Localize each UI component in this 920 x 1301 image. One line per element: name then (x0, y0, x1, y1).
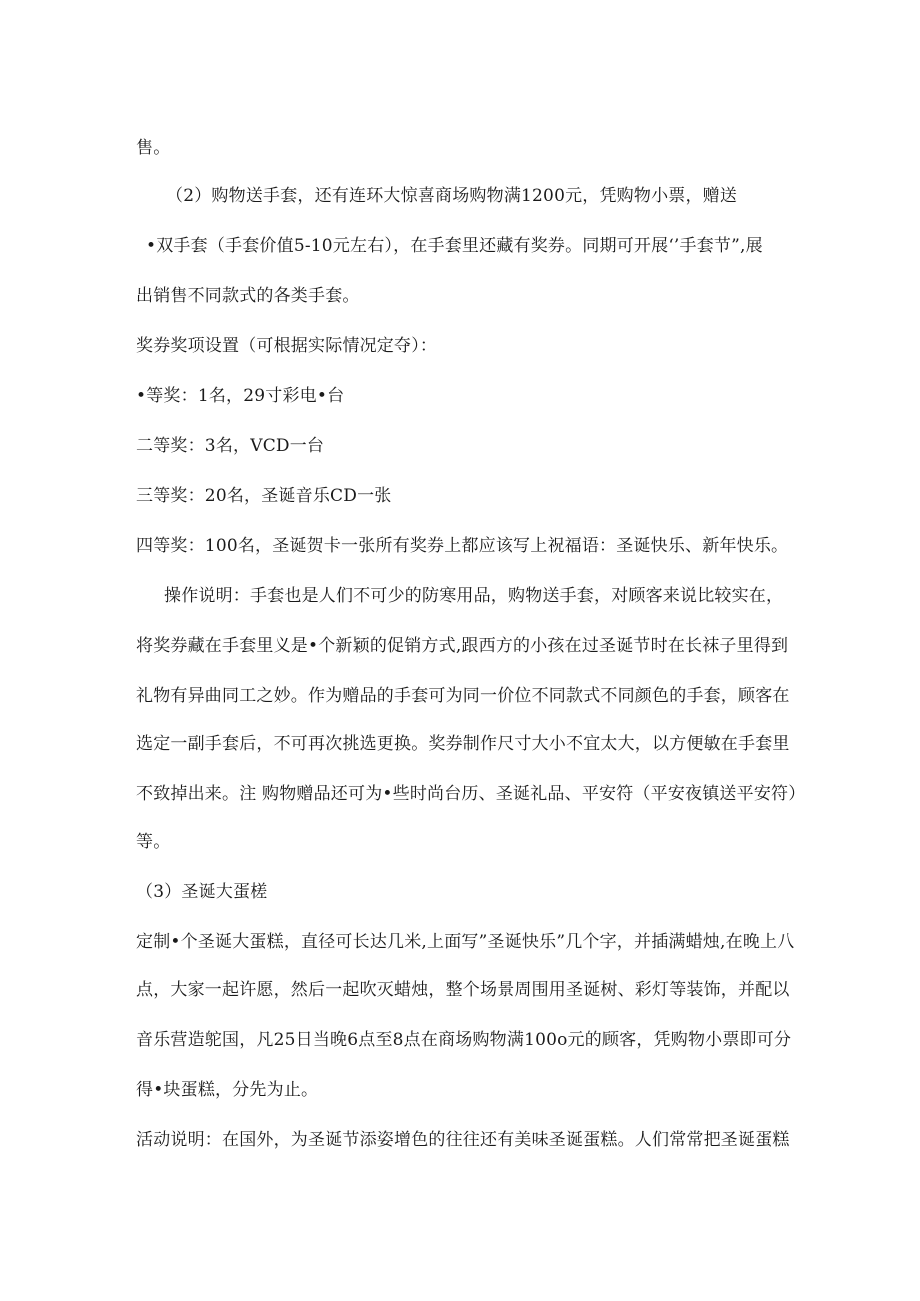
text-line: 三等奖：20名，圣诞音乐CD一张 (136, 486, 392, 506)
text-line: （2）购物送手套，还有连环大惊喜商场购物满1200元，凭购物小票，赠送 (166, 186, 738, 206)
text-line: 售。 (136, 138, 171, 158)
text-line: •等奖：1名，29寸彩电•台 (136, 386, 345, 406)
text-line: 等。 (136, 832, 171, 852)
text-line: 不致掉出来。注 购物赠品还可为•些时尚台历、圣诞礼品、平安符（平安夜镇送平安符） (136, 784, 806, 804)
text-line: 操作说明：手套也是人们不可少的防寒用品，购物送手套，对顾客来说比较实在， (164, 586, 784, 606)
text-line: 得•块蛋糕，分先为止。 (136, 1080, 319, 1100)
text-line: 礼物有异曲同工之妙。作为赠品的手套可为同一价位不同款式不同颜色的手套，顾客在 (136, 686, 790, 706)
text-line: •双手套（手套价值5-10元左右），在手套里还藏有奖券。同期可开展‘’手套节”,展 (146, 236, 763, 256)
text-line: 将奖券藏在手套里义是•个新颖的促销方式,跟西方的小孩在过圣诞节时在长袜子里得到 (136, 636, 789, 656)
text-line: 定制•个圣诞大蛋糕，直径可长达几米,上面写”圣诞快乐”几个字，并插满蜡烛,在晚上八 (136, 932, 795, 952)
text-line: 四等奖：100名，圣诞贺卡一张所有奖券上都应该写上祝福语：圣诞快乐、新年快乐。 (136, 536, 789, 556)
text-line: 活动说明：在国外，为圣诞节添姿增色的往往还有美味圣诞蛋糕。人们常常把圣诞蛋糕 (136, 1130, 790, 1150)
text-line: 点，大家一起许愿，然后一起吹灭蜡烛，整个场景周围用圣诞树、彩灯等装饰，并配以 (136, 980, 790, 1000)
text-line: 选定一副手套后，不可再次挑选更换。奖券制作尺寸大小不宜太大，以方便敏在手套里 (136, 734, 790, 754)
text-line: 音乐营造鸵国，凡25日当晚6点至8点在商场购物满100o元的顾客，凭购物小票即可分 (136, 1030, 792, 1050)
text-line: 二等奖：3名，VCD一台 (136, 436, 325, 456)
text-line: 奖券奖项设置（可根据实际情况定夺）： (136, 336, 438, 356)
text-line: 出销售不同款式的各类手套。 (136, 286, 360, 306)
text-line: （3）圣诞大蛋槎 (136, 882, 268, 902)
